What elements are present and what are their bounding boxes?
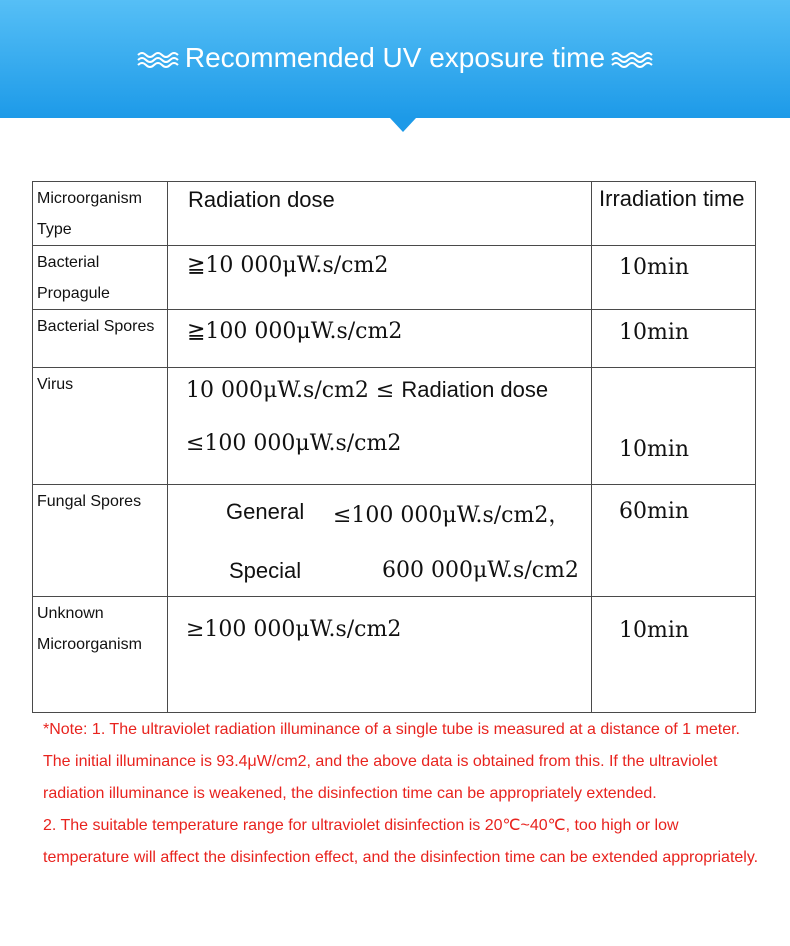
row-dose: ≧10 000μW.s/cm2: [187, 253, 389, 278]
row-dose-label: Radiation dose: [401, 377, 549, 402]
table-header-row: [33, 182, 756, 246]
row-type: Unknown Microorganism: [33, 597, 168, 713]
wave-icon: [611, 51, 653, 69]
fungal-general-label: General: [226, 499, 305, 524]
header-time: Irradiation time: [599, 186, 745, 211]
row-type: Bacterial Propagule: [33, 246, 168, 310]
fungal-special-value: 600 000μW.s/cm2: [382, 558, 579, 583]
row-time: 60min: [619, 499, 690, 524]
row-dose-upper: ≤100 000μW.s/cm2: [186, 431, 402, 456]
fungal-general-value: ≤100 000μW.s/cm2，: [333, 503, 571, 528]
page-title: Recommended UV exposure time: [184, 42, 606, 73]
row-type: Virus: [33, 368, 168, 485]
row-type: Fungal Spores: [33, 485, 168, 597]
row-time: 10min: [619, 255, 690, 280]
row-dose: ≥100 000μW.s/cm2: [186, 617, 402, 642]
row-time: 10min: [619, 618, 690, 643]
note-1: *Note: 1. The ultraviolet radiation illuminance of a single tube is measured at a distance of 1 meter. The initial illuminance is 93.4μW/cm2, and the above data is obtained from this. If the ultraviolet radiation illuminance is weakened, the disinfection time can be appropriately extended.: [43, 721, 740, 802]
note-2: 2. The suitable temperature range for ultraviolet disinfection is 20℃~40℃, too high or low temperature will affect the disinfection effect, and the disinfection time can be extended appropriately.: [43, 817, 759, 866]
table-row: [33, 597, 756, 713]
row-time: 10min: [619, 437, 690, 462]
banner-notch: [390, 118, 416, 132]
header-dose: Radiation dose: [188, 187, 335, 212]
table-row: [33, 485, 756, 597]
table-row: [33, 310, 756, 368]
row-time: 10min: [619, 320, 690, 345]
table-row: [33, 246, 756, 310]
exposure-table: [32, 181, 756, 713]
row-dose-value: 10 000μW.s/cm2 ≤: [186, 378, 395, 403]
header: [0, 38, 790, 78]
row-type: Bacterial Spores: [33, 310, 168, 368]
fungal-special-label: Special: [229, 558, 302, 583]
header-type: Microorganism Type: [33, 182, 168, 246]
notes: [43, 714, 765, 874]
wave-icon: [137, 51, 179, 69]
row-dose: ≧100 000μW.s/cm2: [187, 319, 403, 344]
table-row: [33, 368, 756, 485]
